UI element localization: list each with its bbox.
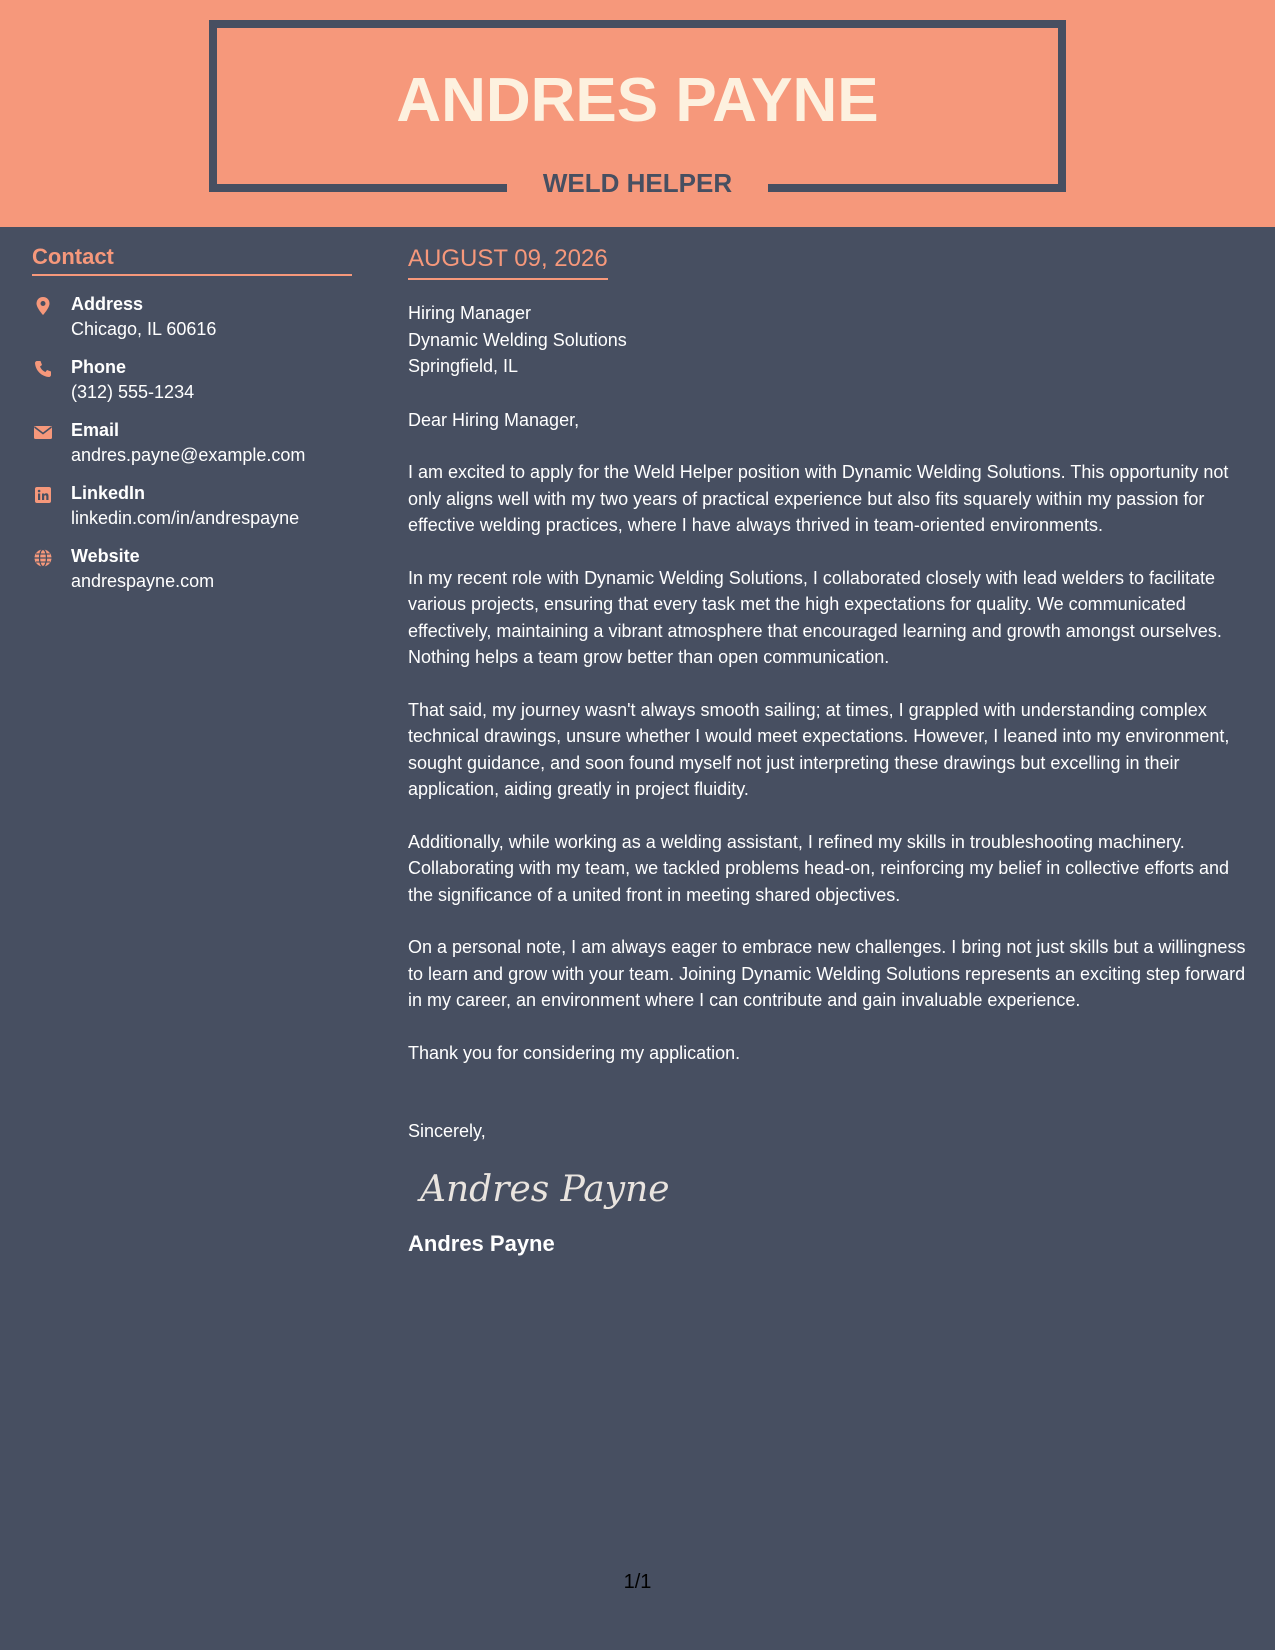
recipient-line: Hiring Manager [408, 303, 532, 323]
contact-value: (312) 555-1234 [71, 382, 195, 402]
letter-paragraph: I am excited to apply for the Weld Helper position with Dynamic Welding Solutions. This opportunity not only aligns well with my two years of practical experience but also fits squarely within my passion for effective welding practices, where I have always thrived in team-oriented environments. [408, 462, 1229, 535]
contact-value: andres.payne@example.com [71, 445, 306, 465]
letter-paragraph: That said, my journey wasn't always smooth sailing; at times, I grappled with understanding complex technical drawings, unsure whether I would meet expectations. However, I leaned into my environment, sought guidance, and soon found myself not just interpreting these drawings but excelling in their application, aiding greatly in project fluidity. [408, 699, 1230, 799]
letter-paragraph: On a personal note, I am always eager to embrace new challenges. I bring not just skills but a willingness to learn and grow with your team. Joining Dynamic Welding Solutions represents an exciting step forward in my career, an environment where I can contribute and gain invaluable experience. [408, 937, 1246, 1010]
letter-paragraph: Thank you for considering my application. [408, 1042, 741, 1063]
contact-label: Address [71, 294, 144, 314]
salutation: Dear Hiring Manager, [408, 409, 580, 430]
page-number: 1/1 [623, 1571, 652, 1593]
handwritten-signature: Andres Payne [420, 1168, 670, 1210]
contact-heading: Contact [32, 242, 352, 276]
signed-name: Andres Payne [408, 1230, 555, 1256]
contact-label: Email [71, 420, 120, 440]
letter-date: AUGUST 09, 2026 [408, 242, 608, 280]
closing: Sincerely, [408, 1121, 486, 1141]
job-title: WELD HELPER [542, 168, 733, 198]
contact-phone [32, 355, 352, 405]
contact-email [32, 418, 352, 468]
contact-value: andrespayne.com [71, 571, 215, 591]
frame-border-top [209, 20, 1066, 28]
recipient-line: Dynamic Welding Solutions [408, 329, 627, 350]
letter-body [408, 242, 1248, 1259]
recipient-line: Springfield, IL [408, 356, 519, 376]
applicant-name: ANDRES PAYNE [396, 66, 879, 135]
contact-label: LinkedIn [71, 483, 146, 503]
contact-label: Phone [71, 357, 127, 377]
contact-sidebar [32, 242, 352, 594]
envelope-icon [33, 422, 53, 442]
letter-paragraph: In my recent role with Dynamic Welding Solutions, I collaborated closely with lead welders to facilitate various projects, ensuring that every task met the high expectations for quality. We communicated effectively, maintaining a vibrant atmosphere that encouraged learning and growth amongst ourselves. Nothing helps a team grow better than open communication. [408, 567, 1222, 667]
header-banner [0, 0, 1275, 227]
globe-icon [33, 548, 53, 568]
phone-icon [33, 359, 53, 379]
linkedin-icon [33, 485, 53, 505]
recipient-block [408, 300, 1248, 380]
contact-address [32, 292, 352, 342]
contact-website [32, 544, 352, 594]
contact-value: Chicago, IL 60616 [71, 319, 217, 339]
map-pin-icon [33, 296, 53, 316]
contact-value: linkedin.com/in/andrespayne [71, 508, 300, 528]
contact-linkedin [32, 481, 352, 531]
letter-paragraph: Additionally, while working as a welding assistant, I refined my skills in troubleshooting machinery. Collaborating with my team, we tackled problems head-on, reinforcing my belief in collective efforts and the significance of a united front in meeting shared objectives. [408, 831, 1230, 905]
contact-label: Website [71, 546, 140, 566]
